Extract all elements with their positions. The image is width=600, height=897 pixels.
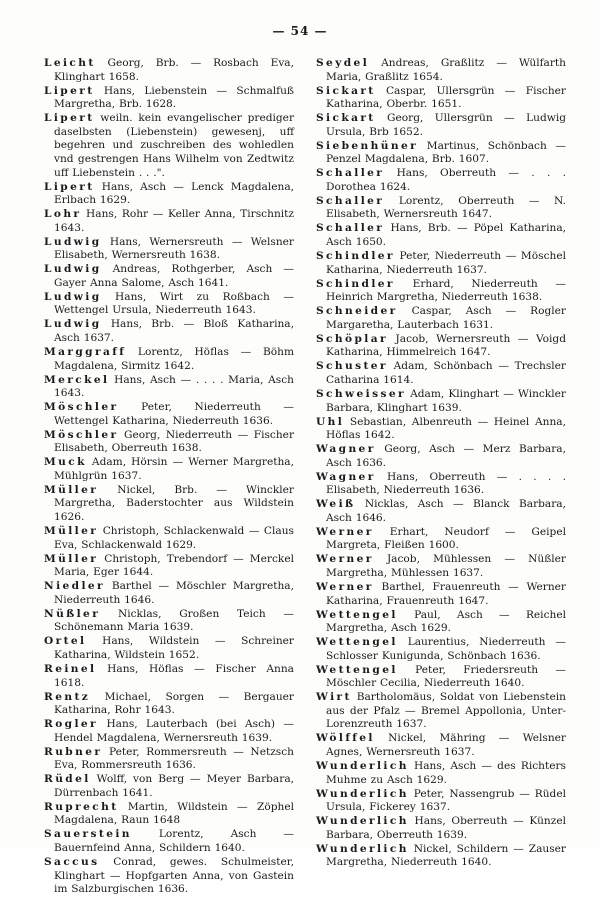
register-entry	[44, 401, 294, 428]
register-entry	[316, 732, 566, 759]
register-entry	[316, 788, 566, 815]
entry-surname: Wagner	[316, 470, 376, 483]
entry-surname: Wettengel	[316, 608, 398, 621]
entry-details: Nickel, Mähring — Welsner Agnes, Wernersreuth 1637.	[326, 732, 566, 759]
entry-surname: Müller	[44, 525, 99, 538]
register-entry	[316, 636, 566, 663]
register-entry	[316, 691, 566, 732]
entry-surname: Wettengel	[316, 663, 398, 676]
register-entry	[316, 85, 566, 112]
register-entry	[44, 181, 294, 208]
entry-surname: Seydel	[316, 57, 370, 69]
entry-details: Nicklas, Großen Teich — Schönemann Maria 1639.	[54, 607, 294, 634]
register-entry	[316, 305, 566, 332]
register-entry	[44, 346, 294, 373]
entry-surname: Müller	[44, 483, 99, 496]
register-entry	[316, 112, 566, 139]
entry-surname: Lipert	[44, 180, 95, 193]
entry-surname: Müller	[44, 552, 99, 565]
register-entry	[316, 843, 566, 870]
entry-details: Bartholomäus, Soldat von Liebenstein aus der Pfalz — Bremel Appollonia, Unter-Lorenzreuth 1637.	[326, 691, 566, 731]
entry-surname: Wunderlich	[316, 815, 409, 828]
entry-details: Georg, Asch — Merz Barbara, Asch 1636.	[326, 443, 566, 469]
entry-surname: Saccus	[44, 855, 100, 868]
register-entry	[316, 443, 566, 470]
entry-details: Christoph, Trebendorf — Merckel Maria, Eger 1644.	[54, 552, 294, 579]
entry-details: Sebastian, Albenreuth — Heinel Anna, Höflas 1642.	[326, 415, 566, 442]
entry-surname: Schöplar	[316, 332, 388, 345]
entry-details: Hans, Lauterbach (bei Asch) — Hendel Magdalena, Wernersreuth 1639.	[54, 718, 294, 744]
register-entry	[44, 263, 294, 290]
register-entry	[44, 718, 294, 745]
register-entry	[316, 664, 566, 691]
entry-details: Wolff, von Berg — Meyer Barbara, Dürrenbach 1641.	[54, 773, 294, 799]
entry-surname: Schneider	[316, 305, 398, 318]
register-entry	[316, 526, 566, 553]
entry-details: Hans, Asch — Lenck Magdalena, Erlbach 1629.	[54, 180, 294, 207]
entry-details: Barthel — Möschler Margretha, Niederreuth 1646.	[54, 580, 294, 606]
entry-surname: Lohr	[44, 208, 82, 221]
register-entry	[44, 429, 294, 456]
entry-details: Peter, Nassengrub — Rüdel Ursula, Fickerey 1637.	[326, 787, 567, 814]
entry-details: Laurentius, Niederreuth — Schlosser Kunigunda, Schönbach 1636.	[326, 636, 566, 662]
entry-surname: Ludwig	[44, 235, 102, 248]
register-entry	[316, 471, 566, 498]
entry-surname: Rubner	[44, 745, 103, 758]
entry-details: Adam, Klinghart — Winckler Barbara, Klinghart 1639.	[326, 387, 566, 414]
entry-surname: Merckel	[44, 373, 110, 386]
entry-details: Caspar, Ullersgrün — Fischer Katharina, Oberbr. 1651.	[326, 84, 566, 111]
entry-surname: Niedler	[44, 580, 106, 593]
entry-surname: Reinel	[44, 662, 97, 675]
entry-details: Lorentz, Höflas — Böhm Magdalena, Sirmitz 1642.	[54, 345, 295, 372]
entry-surname: Lipert	[44, 84, 95, 97]
entry-surname: Wunderlich	[316, 787, 409, 800]
register-entry	[44, 663, 294, 690]
entry-details: Nickel, Brb. — Winckler Margretha, Baderstochter aus Wildstein 1626.	[54, 483, 294, 524]
entry-surname: Wunderlich	[316, 760, 409, 773]
register-entry	[316, 815, 566, 842]
entry-details: Peter, Rommersreuth — Netzsch Eva, Rommersreuth 1636.	[54, 745, 295, 772]
entry-details: Adam, Schönbach — Trechsler Catharina 1614.	[326, 360, 566, 386]
register-entry	[44, 856, 294, 897]
register-entry	[316, 333, 566, 360]
entry-details: Hans, Höflas — Fischer Anna 1618.	[54, 662, 294, 689]
register-entry	[44, 580, 294, 607]
register-entry	[44, 484, 294, 525]
page-number: — 54 —	[272, 24, 328, 38]
entry-surname: Wölffel	[316, 732, 375, 745]
entry-surname: Sickart	[316, 84, 376, 97]
entry-details: Adam, Hörsin — Werner Margretha, Mühlgrün 1637.	[54, 456, 294, 482]
entry-surname: Werner	[316, 553, 374, 566]
register-entry	[316, 250, 566, 277]
register-entry	[316, 195, 566, 222]
right-column	[316, 57, 566, 870]
entry-surname: Schindler	[316, 250, 395, 263]
entry-details: Georg, Brb. — Rosbach Eva, Klinghart 1658.	[54, 57, 294, 83]
entry-surname: Schaller	[316, 167, 385, 180]
entry-details: Paul, Asch — Reichel Margretha, Asch 1629.	[326, 608, 566, 635]
entry-surname: Marggraff	[44, 345, 127, 358]
entry-details: Hans, Oberreuth — . . . Dorothea 1624.	[326, 167, 566, 193]
entry-details: Hans, Brb. — Pöpel Katharina, Asch 1650.	[326, 222, 567, 249]
entry-details: Erhard, Niederreuth — Heinrich Margretha, Niederreuth 1638.	[326, 277, 566, 304]
register-entry	[316, 416, 566, 443]
entry-surname: Nüßler	[44, 607, 101, 620]
entry-surname: Wagner	[316, 443, 376, 456]
register-entry	[44, 691, 294, 718]
entry-details: Martin, Wildstein — Zöphel Magdalena, Raun 1648	[54, 800, 294, 827]
entry-surname: Leicht	[44, 57, 96, 69]
entry-details: Hans, Asch — . . . . Maria, Asch 1643.	[54, 373, 295, 400]
register-entry	[44, 746, 294, 773]
entry-surname: Ludwig	[44, 263, 102, 276]
register-entry	[316, 140, 566, 167]
register-entry	[44, 525, 294, 552]
entry-surname: Schindler	[316, 277, 395, 290]
entry-surname: Schaller	[316, 194, 385, 207]
register-entry	[44, 608, 294, 635]
register-entry	[44, 291, 294, 318]
entry-details: Martinus, Schönbach — Penzel Magdalena, Brb. 1607.	[326, 139, 566, 166]
entry-details: Andreas, Graßlitz — Wülfarth Maria, Graßlitz 1654.	[326, 57, 566, 83]
entry-details: Erhart, Neudorf — Geipel Margreta, Fleißen 1600.	[326, 525, 566, 552]
left-column	[44, 57, 294, 897]
entry-details: Peter, Niederreuth — Wettengel Katharina, Niederreuth 1636.	[54, 401, 294, 427]
register-entry	[44, 801, 294, 828]
entry-details: Jacob, Mühlessen — Nüßler Margretha, Mühlessen 1637.	[326, 553, 566, 579]
entry-details: Nicklas, Asch — Blanck Barbara, Asch 1646.	[326, 498, 566, 524]
register-entry	[316, 360, 566, 387]
entry-surname: Rogler	[44, 718, 99, 731]
entry-surname: Möschler	[44, 428, 119, 441]
register-entry	[44, 773, 294, 800]
entry-surname: Weiß	[316, 498, 356, 511]
entry-details: Hans, Oberreuth — Künzel Barbara, Oberreuth 1639.	[326, 815, 566, 841]
entry-surname: Rüdel	[44, 773, 91, 786]
register-entry	[316, 609, 566, 636]
register-entry	[44, 374, 294, 401]
entry-details: Georg, Ullersgrün — Ludwig Ursula, Brb 1652.	[326, 112, 566, 138]
register-entry	[44, 208, 294, 235]
entry-surname: Siebenhüner	[316, 139, 419, 152]
register-entry	[316, 167, 566, 194]
register-entry	[44, 635, 294, 662]
entry-surname: Rentz	[44, 690, 91, 703]
register-entry	[316, 498, 566, 525]
entry-surname: Uhl	[316, 415, 345, 428]
entry-surname: Schweisser	[316, 387, 406, 400]
entry-surname: Lipert	[44, 112, 95, 125]
register-entry	[316, 278, 566, 305]
entry-details: Peter, Friedersreuth — Möschler Cecilia, Niederreuth 1640.	[326, 663, 567, 690]
entry-surname: Schaller	[316, 222, 385, 235]
entry-surname: Ruprecht	[44, 800, 119, 813]
register-entry	[44, 828, 294, 855]
entry-details: Caspar, Asch — Rogler Margaretha, Lauterbach 1631.	[326, 305, 566, 331]
entry-details: Hans, Rohr — Keller Anna, Tirschnitz 1643.	[54, 208, 294, 234]
entry-details: Nickel, Schildern — Zauser Margretha, Niederreuth 1640.	[326, 842, 566, 869]
entry-details: Hans, Asch — des Richters Muhme zu Asch 1629.	[326, 760, 566, 786]
register-entry	[316, 581, 566, 608]
register-entry	[44, 456, 294, 483]
register-entry	[44, 318, 294, 345]
entry-surname: Werner	[316, 580, 374, 593]
entry-details: Andreas, Rothgerber, Asch — Gayer Anna Salome, Asch 1641.	[54, 263, 294, 289]
register-entry	[316, 760, 566, 787]
register-entry	[44, 112, 294, 180]
entry-details: Hans, Oberreuth — . . . . Elisabeth, Niederreuth 1636.	[326, 470, 566, 497]
entry-details: Christoph, Schlackenwald — Claus Eva, Schlackenwald 1629.	[54, 525, 294, 551]
register-entry	[316, 222, 566, 249]
entry-details: Conrad, gewes. Schulmeister, Klinghart — Hopfgarten Anna, von Gastein im Salzburgischen 1636.	[54, 855, 294, 896]
register-entry	[44, 236, 294, 263]
entry-details: weiln. kein evangelischer prediger daselbsten (Liebenstein) gewesenj, uff begehren und zuschreiben des wohledlen vnd gestrengen Hans Wilhelm von Zedtwitz uff Liebenstein . . .".	[54, 112, 295, 179]
entry-surname: Wunderlich	[316, 842, 409, 855]
entry-details: Hans, Liebenstein — Schmalfuß Margretha, Brb. 1628.	[54, 84, 295, 111]
entry-details: Michael, Sorgen — Bergauer Katharina, Rohr 1643.	[54, 690, 294, 717]
entry-details: Hans, Wildstein — Schreiner Katharina, Wildstein 1652.	[54, 635, 294, 661]
entry-details: Lorentz, Oberreuth — N. Elisabeth, Wernersreuth 1647.	[326, 194, 567, 221]
entry-details: Jacob, Wernersreuth — Voigd Katharina, Himmelreich 1647.	[326, 332, 566, 359]
register-entry	[316, 553, 566, 580]
entry-surname: Sickart	[316, 112, 376, 125]
entry-surname: Sauerstein	[44, 828, 132, 841]
register-entry	[316, 388, 566, 415]
register-entry	[316, 57, 566, 84]
entry-surname: Ortel	[44, 635, 87, 648]
entry-surname: Ludwig	[44, 290, 102, 303]
register-entry	[44, 85, 294, 112]
entry-details: Barthel, Frauenreuth — Werner Katharina, Frauenreuth 1647.	[326, 580, 566, 607]
entry-surname: Werner	[316, 525, 374, 538]
entry-surname: Muck	[44, 456, 87, 469]
entry-surname: Schuster	[316, 360, 388, 373]
entry-surname: Möschler	[44, 401, 119, 414]
entry-details: Hans, Brb. — Bloß Katharina, Asch 1637.	[54, 318, 294, 344]
entry-details: Peter, Niederreuth — Möschel Katharina, Niederreuth 1637.	[326, 250, 567, 276]
register-entry	[44, 553, 294, 580]
entry-details: Georg, Niederreuth — Fischer Elisabeth, Oberreuth 1638.	[54, 428, 295, 455]
entry-details: Hans, Wernersreuth — Welsner Elisabeth, Wernersreuth 1638.	[54, 235, 294, 262]
register-entry	[44, 57, 294, 84]
entry-details: Lorentz, Asch — Bauernfeind Anna, Schildern 1640.	[54, 828, 294, 854]
entry-surname: Ludwig	[44, 318, 102, 331]
entry-surname: Wettengel	[316, 636, 398, 649]
entry-details: Hans, Wirt zu Roßbach — Wettengel Ursula, Niederreuth 1643.	[54, 290, 294, 317]
entry-surname: Wirt	[316, 691, 352, 704]
